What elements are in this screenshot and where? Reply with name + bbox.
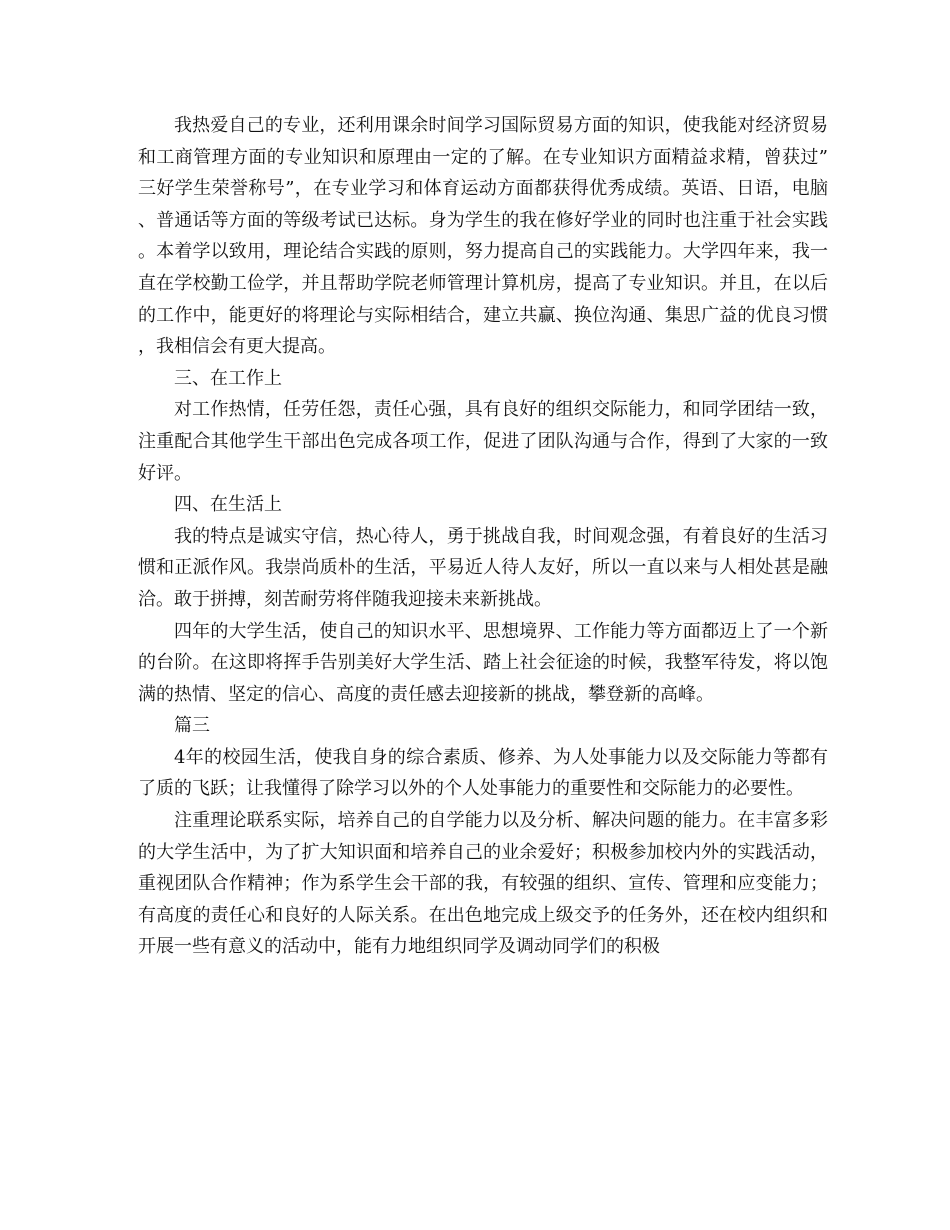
paragraph-work: 对工作热情，任劳任怨，责任心强，具有良好的组织交际能力，和同学团结一致，注重配合其他学生干部出色完成各项工作，促进了团队沟通与合作，得到了大家的一致好评。	[138, 399, 828, 484]
document-body	[138, 110, 828, 963]
paragraph-practice: 注重理论联系实际，培养自己的自学能力以及分析、解决问题的能力。在丰富多彩的大学生活中，为了扩大知识面和培养自己的业余爱好；积极参加校内外的实践活动，重视团队合作精神；作为系学生会干部的我，有较强的组织、宣传、管理和应变能力；有高度的责任心和良好的人际关系。在出色地完成上级交予的任务外，还在校内组织和开展一些有意义的活动中，能有力地组织同学及调动同学们的积极	[138, 810, 828, 958]
section-heading-life: 四、在生活上	[174, 494, 282, 516]
paragraph-study: 我热爱自己的专业，还利用课余时间学习国际贸易方面的知识，使我能对经济贸易和工商管理方面的专业知识和原理由一定的了解。在专业知识方面精益求精，曾获过”三好学生荣誉称号”，在专业学习和体育运动方面都获得优秀成绩。英语、日语，电脑、普通话等方面的等级考试已达标。身为学生的我在修好学业的同时也注重于社会实践。本着学以致用，理论结合实践的原则，努力提高自己的实践能力。大学四年来，我一直在学校勤工俭学，并且帮助学院老师管理计算机房，提高了专业知识。并且，在以后的工作中，能更好的将理论与实际相结合，建立共赢、换位沟通、集思广益的优良习惯，我相信会有更大提高。	[138, 115, 828, 358]
section-heading-part-three: 篇三	[174, 715, 210, 737]
paragraph-summary: 四年的大学生活，使自己的知识水平、思想境界、工作能力等方面都迈上了一个新的台阶。在这即将挥手告别美好大学生活、踏上社会征途的时候，我整军待发，将以饱满的热情、坚定的信心、高度的责任感去迎接新的挑战，攀登新的高峰。	[138, 620, 828, 705]
paragraph-campus-life: 4年的校园生活，使我自身的综合素质、修养、为人处事能力以及交际能力等都有了质的飞跃；让我懂得了除学习以外的个人处事能力的重要性和交际能力的必要性。	[138, 746, 828, 800]
section-heading-work: 三、在工作上	[174, 367, 282, 389]
paragraph-life: 我的特点是诚实守信，热心待人，勇于挑战自我，时间观念强，有着良好的生活习惯和正派作风。我崇尚质朴的生活，平易近人待人友好，所以一直以来与人相处甚是融洽。敢于拼搏，刻苦耐劳将伴随我迎接未来新挑战。	[138, 525, 828, 610]
